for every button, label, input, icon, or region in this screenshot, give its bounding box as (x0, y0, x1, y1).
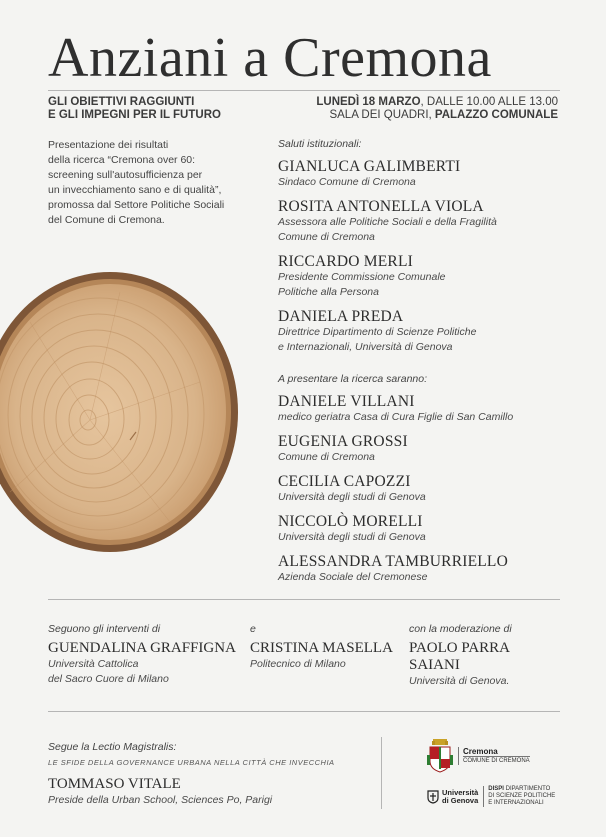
subtitle-line-1: GLI OBIETTIVI RAGGIUNTI (48, 96, 195, 108)
event-date-time (316, 96, 558, 109)
interventions-row (48, 622, 560, 697)
person-name: DANIELE VILLANI (278, 393, 415, 410)
moderator-role: Università di Genova. (409, 675, 510, 687)
person-name: DANIELA PREDA (278, 308, 404, 325)
person-role: Assessora alle Politiche Sociali e della Fragilità (278, 216, 497, 228)
event-subtitle (48, 96, 221, 122)
intro-line: della ricerca “Cremona over 60: (48, 154, 196, 166)
person-name: EUGENIA GROSSI (278, 433, 408, 450)
moderator-label: con la moderazione di (409, 623, 512, 635)
intro-line: screening sull'autosufficienza per (48, 169, 203, 181)
unige-line-2: di Genova (442, 795, 479, 805)
speaker-name: GUENDALINA GRAFFIGNA (48, 640, 236, 656)
presenter-person (278, 433, 578, 465)
conjunction-label: e (250, 623, 256, 635)
presenter-person (278, 393, 578, 425)
person-role: Sindaco Comune di Cremona (278, 176, 416, 188)
speaker-col-3 (409, 622, 560, 689)
lectio-speaker-role: Preside della Urban School, Sciences Po, Parigi (48, 794, 273, 806)
subtitle-line-2: E GLI IMPEGNI PER IL FUTURO (48, 109, 221, 121)
presenter-person (278, 513, 578, 545)
person-name: ALESSANDRA TAMBURRIELLO (278, 553, 508, 570)
intro-line: un invecchiamento sano e di qualità”, (48, 184, 222, 196)
event-time: , DALLE 10.00 ALLE 13.00 (420, 96, 558, 108)
intro-line: del Comune di Cremona. (48, 214, 165, 226)
greetings-label: Saluti istituzionali: (278, 138, 362, 150)
unige-logo-text (442, 789, 478, 805)
title-divider (48, 90, 560, 91)
person-role: Azienda Sociale del Cremonese (278, 571, 428, 583)
cremona-logo-name: Cremona (463, 747, 498, 756)
speaker-role: Politecnico di Milano (250, 658, 346, 670)
presenter-person (278, 473, 578, 505)
greeting-person (278, 253, 578, 300)
dispi-line-1 (488, 786, 555, 793)
intro-text (48, 138, 263, 228)
cremona-crest-icon (427, 739, 453, 773)
person-name: GIANLUCA GALIMBERTI (278, 158, 461, 175)
greeting-person (278, 198, 578, 245)
person-role: Università degli studi di Genova (278, 531, 426, 543)
person-role: medico geriatra Casa di Cura Figlie di San Camillo (278, 411, 514, 423)
person-role-line-2: e Internazionali, Università di Genova (278, 341, 453, 353)
person-name: RICCARDO MERLI (278, 253, 413, 270)
person-name: ROSITA ANTONELLA VIOLA (278, 198, 484, 215)
section-divider (48, 599, 560, 600)
event-building: PALAZZO COMUNALE (434, 109, 558, 121)
unige-line-1: Università (442, 787, 479, 797)
intro-line: promossa dal Settore Politiche Sociali (48, 199, 225, 211)
person-role-line-2: Comune di Cremona (278, 231, 375, 243)
dispi-line-2: DI SCIENZE POLITICHE (488, 793, 556, 799)
greeting-person (278, 158, 578, 190)
cremona-logo-text (458, 747, 530, 765)
poster-title: Anziani a Cremona (48, 27, 492, 89)
speakers-column (278, 138, 578, 593)
intro-line: Presentazione dei risultati (48, 139, 169, 151)
footer-vertical-divider (381, 737, 382, 809)
interventions-label: Seguono gli interventi di (48, 623, 161, 635)
event-date: LUNEDÌ 18 MARZO (316, 96, 421, 108)
lectio-label: Segue la Lectio Magistralis: (48, 741, 177, 753)
person-role: Università degli studi di Genova (278, 491, 426, 503)
event-venue (316, 109, 558, 122)
speaker-role-line-2: del Sacro Cuore di Milano (48, 673, 169, 685)
person-role: Direttrice Dipartimento di Scienze Politiche (278, 326, 477, 338)
greeting-person (278, 308, 578, 355)
speaker-col-1 (48, 622, 238, 687)
footer-divider (48, 711, 560, 712)
speaker-col-2 (250, 622, 400, 672)
dispi-acronym: DISPI (488, 786, 504, 792)
speaker-name: CRISTINA MASELLA (250, 640, 393, 656)
presenter-person (278, 553, 578, 585)
lectio-speaker-name: TOMMASO VITALE (48, 776, 181, 792)
unige-crest-icon (427, 790, 439, 804)
dispi-logo-text (483, 786, 555, 807)
event-room: SALA DEI QUADRI, (329, 109, 435, 121)
cremona-logo-sub: COMUNE DI CREMONA (463, 758, 530, 764)
person-name: NICCOLÒ MORELLI (278, 513, 423, 530)
lectio-topic: LE SFIDE DELLA GOVERNANCE URBANA NELLA CITTÀ CHE INVECCHIA (48, 758, 335, 767)
dispi-line-3: E INTERNAZIONALI (488, 800, 544, 806)
moderator-name: PAOLO PARRA SAIANI (409, 640, 510, 673)
person-role: Comune di Cremona (278, 451, 375, 463)
event-details (316, 96, 558, 122)
speaker-role: Università Cattolica (48, 658, 139, 670)
presenters-label: A presentare la ricerca saranno: (278, 373, 428, 385)
dispi-department: DIPARTIMENTO (505, 786, 551, 792)
person-role: Presidente Commissione Comunale (278, 271, 446, 283)
person-name: CECILIA CAPOZZI (278, 473, 411, 490)
unige-dispi-logo (427, 786, 555, 807)
person-role-line-2: Politiche alla Persona (278, 286, 379, 298)
cremona-logo (427, 739, 530, 773)
lectio-section (48, 740, 368, 808)
wood-slice-image (0, 262, 240, 557)
